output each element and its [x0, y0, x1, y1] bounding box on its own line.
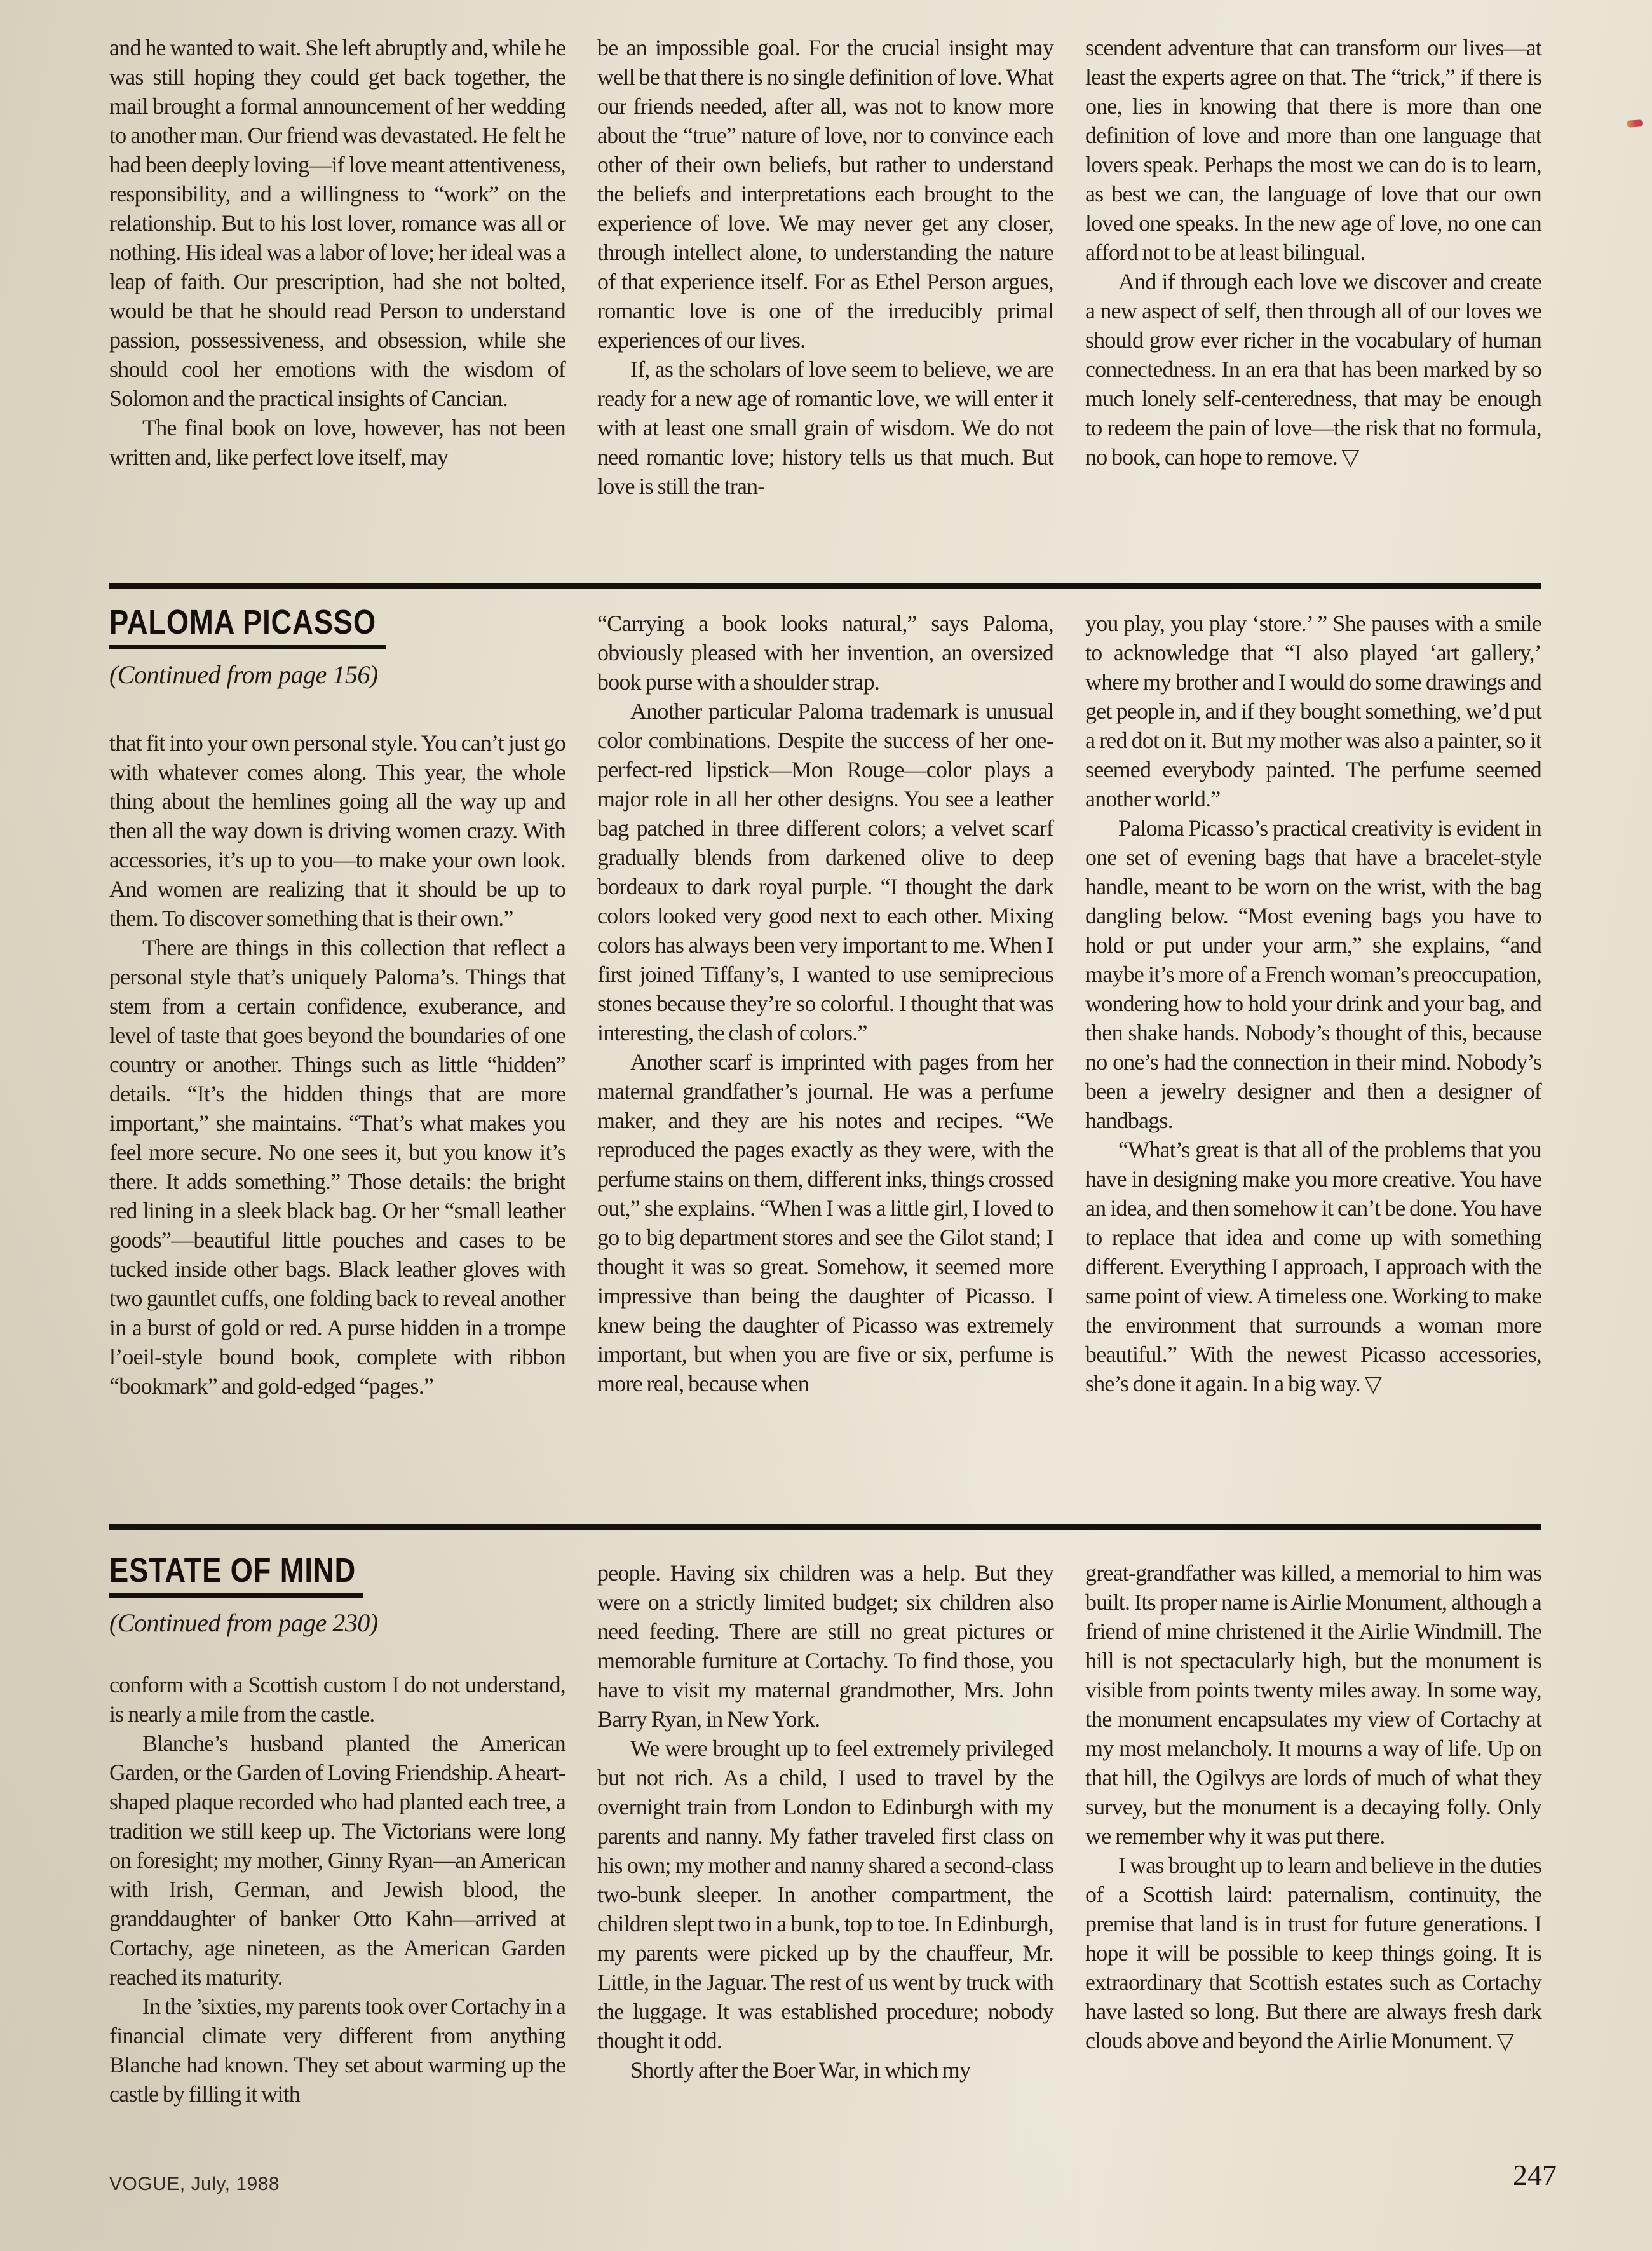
- paragraph: conform with a Scottish custom I do not understand, is nearly a mile from the castle.: [109, 1672, 565, 1727]
- paragraph: that fit into your own personal style. You can’t just go with whatever comes along. This year, the whole thing about the hemlines going all the way up and then all the way down is driving women crazy. With accessories, it’s up to you—to make your own look. And women are realizing that it should be up to them. To discover something that is their own.”: [109, 730, 565, 931]
- paragraph: If, as the scholars of love seem to believe, we are ready for a new age of romantic love, we will enter it with at least one small grain of wisdom. We do not need romantic love; history tells us that much. But love is still the tran-: [597, 357, 1053, 499]
- paragraph: I was brought up to learn and believe in the duties of a Scottish laird: paternalism, continuity, the premise that land is in trust for future generations. I hope it will be possible to keep things going. It is extraordinary that Scottish estates such as Cortachy have lasted so long. But there are always fresh dark clouds above and beyond the Airlie Monument. ▽: [1085, 1853, 1541, 2053]
- paragraph: Shortly after the Boer War, in which my: [630, 2057, 971, 2083]
- paragraph: The final book on love, however, has not been written and, like perfect love itself, may: [109, 415, 565, 470]
- text-column: [1085, 1558, 1541, 2055]
- text-column: [597, 33, 1053, 501]
- section-header: [109, 605, 565, 690]
- paragraph: Blanche’s husband planted the American Garden, or the Garden of Loving Friendship. A heart-shaped plaque recorded who had planted each tree, a tradition we still keep up. The Victorians were long on foresight; my mother, Ginny Ryan—an American with Irish, German, and Jewish blood, the granddaughter of banker Otto Kahn—arrived at Cortachy, age nineteen, as the American Garden reached its maturity.: [109, 1731, 565, 1990]
- paragraph: scendent adventure that can transform our lives—at least the experts agree on that. The “trick,” if there is one, lies in knowing that there is more than one definition of love and more than one language that lovers speak. Perhaps the most we can do is to learn, as best we can, the language of love that our own loved one speaks. In the new age of love, no one can afford not to be at least bilingual.: [1085, 35, 1541, 265]
- paragraph: Paloma Picasso’s practical creativity is evident in one set of evening bags that have a bracelet-style handle, meant to be worn on the wrist, with the bag dangling below. “Most evening bags you have to hold or put under your arm,” she explains, “and maybe it’s more of a French woman’s preoccupation, wondering how to hold your drink and your bag, and then shake hands. Nobody’s thought of this, because no one’s had the connection in their mind. Nobody’s been a jewelry designer and then a designer of handbags.: [1085, 815, 1541, 1133]
- text-column: [597, 1558, 1053, 2084]
- page-number: 247: [1513, 2159, 1557, 2191]
- section-divider-rule: [109, 1524, 1541, 1530]
- paragraph: be an impossible goal. For the crucial insight may well be that there is no single definition of love. What our friends needed, after all, was not to know more about the “true” nature of love, nor to convince each other of their own beliefs, but rather to understand the beliefs and interpretations each brought to the experience of love. We may never get any closer, through intellect alone, to understanding the nature of that experience itself. For as Ethel Person argues, romantic love is one of the irreducibly primal experiences of our lives.: [597, 35, 1053, 353]
- continued-from-note: (Continued from page 230): [109, 1608, 378, 1637]
- paragraph: “What’s great is that all of the problems that you have in designing make you more creative. You have an idea, and then somehow it can’t be done. You have to replace that idea and come up with something different. Everything I approach, I approach with the same point of view. A timeless one. Working to make the environment that surrounds a woman more beautiful.” With the newest Picasso accessories, she’s done it again. In a big way. ▽: [1085, 1137, 1541, 1396]
- article-title: PALOMA PICASSO: [109, 603, 377, 641]
- section-header: [109, 1553, 565, 1638]
- article-title: ESTATE OF MIND: [109, 1551, 356, 1589]
- paragraph: great-grandfather was killed, a memorial to him was built. Its proper name is Airlie Monument, although a friend of mine christened it the Airlie Windmill. The hill is not spectacularly high, but the monument is visible from points twenty miles away. In some way, the monument encapsulates my view of Cortachy at my most melancholy. It mourns a way of life. Up on that hill, the Ogilvys are lords of much of what they survey, but the monument is a decaying folly. Only we remember why it was put there.: [1085, 1560, 1541, 1849]
- magazine-issue-label: VOGUE, July, 1988: [109, 2173, 280, 2194]
- continued-from-note: (Continued from page 156): [109, 660, 378, 689]
- paragraph: “Carrying a book looks natural,” says Paloma, obviously pleased with her invention, an oversized book purse with a shoulder strap.: [597, 611, 1053, 695]
- text-column: [1085, 609, 1541, 1398]
- paragraph: There are things in this collection that reflect a personal style that’s uniquely Paloma’s. Things that stem from a certain confidence, exuberance, and level of taste that goes beyond the boundaries of one country or another. Things such as little “hidden” details. “It’s the hidden things that are more important,” she maintains. “That’s what makes you feel more secure. No one sees it, but you know it’s there. It adds something.” Those details: the bright red lining in a sleek black bag. Or her “small leather goods”—beautiful little pouches and cases to be tucked inside other bags. Black leather gloves with two gauntlet cuffs, one folding back to reveal another in a burst of gold or red. A purse hidden in a trompe l’oeil-style bound book, complete with ribbon “bookmark” and gold-edged “pages.”: [109, 935, 565, 1399]
- paragraph: and he wanted to wait. She left abruptly and, while he was still hoping they could get back together, the mail brought a formal announcement of her wedding to another man. Our friend was devastated. He felt he had been deeply loving—if love meant attentiveness, responsibility, and a willingness to “work” on the relationship. But to his lost lover, romance was all or nothing. His ideal was a labor of love; her ideal was a leap of faith. Our prescription, had she not bolted, would be that he should read Person to understand passion, possessiveness, and obsession, while she should cool her emotions with the wisdom of Solomon and the practical insights of Cancian.: [109, 35, 565, 411]
- paragraph: We were brought up to feel extremely privileged but not rich. As a child, I used to travel by the overnight train from London to Edinburgh with my parents and nanny. My father traveled first class on his own; my mother and nanny shared a second-class two-bunk sleeper. In another compartment, the children slept two in a bunk, top to toe. In Edinburgh, my parents were picked up by the chauffeur, Mr. Little, in the Jaguar. The rest of us went by truck with the luggage. It was established procedure; nobody thought it odd.: [597, 1736, 1053, 2053]
- paragraph: Another particular Paloma trademark is unusual color combinations. Despite the success of her one-perfect-red lipstick—Mon Rouge—color plays a major role in all her other designs. You see a leather bag patched in three different colors; a velvet scarf gradually blends from darkened olive to deep bordeaux to dark royal purple. “I thought the dark colors looked very good next to each other. Mixing colors has always been very important to me. When I first joined Tiffany’s, I wanted to use semiprecious stones because they’re so colorful. I thought that was interesting, the clash of colors.”: [597, 698, 1053, 1045]
- paragraph: people. Having six children was a help. But they were on a strictly limited budget; six children also need feeding. There are still no great pictures or memorable furniture at Cortachy. To find those, you have to visit my maternal grandmother, Mrs. John Barry Ryan, in New York.: [597, 1560, 1053, 1732]
- red-edge-mark: [1627, 119, 1644, 128]
- paragraph: In the ’sixties, my parents took over Cortachy in a financial climate very different from anything Blanche had known. They set about warming up the castle by filling it with: [109, 1994, 565, 2107]
- text-column: [1085, 33, 1541, 472]
- text-column: [109, 33, 565, 472]
- paragraph: And if through each love we discover and create a new aspect of self, then through all of our loves we should grow ever richer in the vocabulary of human connectedness. In an era that has been marked by so much lonely self-centeredness, that may be enough to redeem the pain of love—the risk that no formula, no book, can hope to remove. ▽: [1085, 269, 1541, 470]
- section-divider-rule: [109, 583, 1541, 589]
- text-column: [109, 728, 565, 1401]
- title-underline: [109, 645, 386, 649]
- paragraph: Another scarf is imprinted with pages from her maternal grandfather’s journal. He was a perfume maker, and they are his notes and recipes. “We reproduced the pages exactly as they were, with the perfume stains on them, different inks, things crossed out,” she explains. “When I was a little girl, I loved to go to big department stores and see the Gilot stand; I thought it was so great. Somehow, it seemed more impressive than being the daughter of Picasso. I knew being the daughter of Picasso was extremely important, but when you are five or six, perfume is more real, because when: [597, 1049, 1053, 1396]
- paragraph: you play, you play ‘store.’ ” She pauses with a smile to acknowledge that “I also played ‘art gallery,’ where my brother and I would do some drawings and get people in, and if they bought something, we’d put a red dot on it. But my mother was also a painter, so it seemed everybody painted. The perfume seemed another world.”: [1085, 611, 1541, 812]
- text-column: [597, 609, 1053, 1398]
- text-column: [109, 1670, 565, 2109]
- title-underline: [109, 1593, 363, 1598]
